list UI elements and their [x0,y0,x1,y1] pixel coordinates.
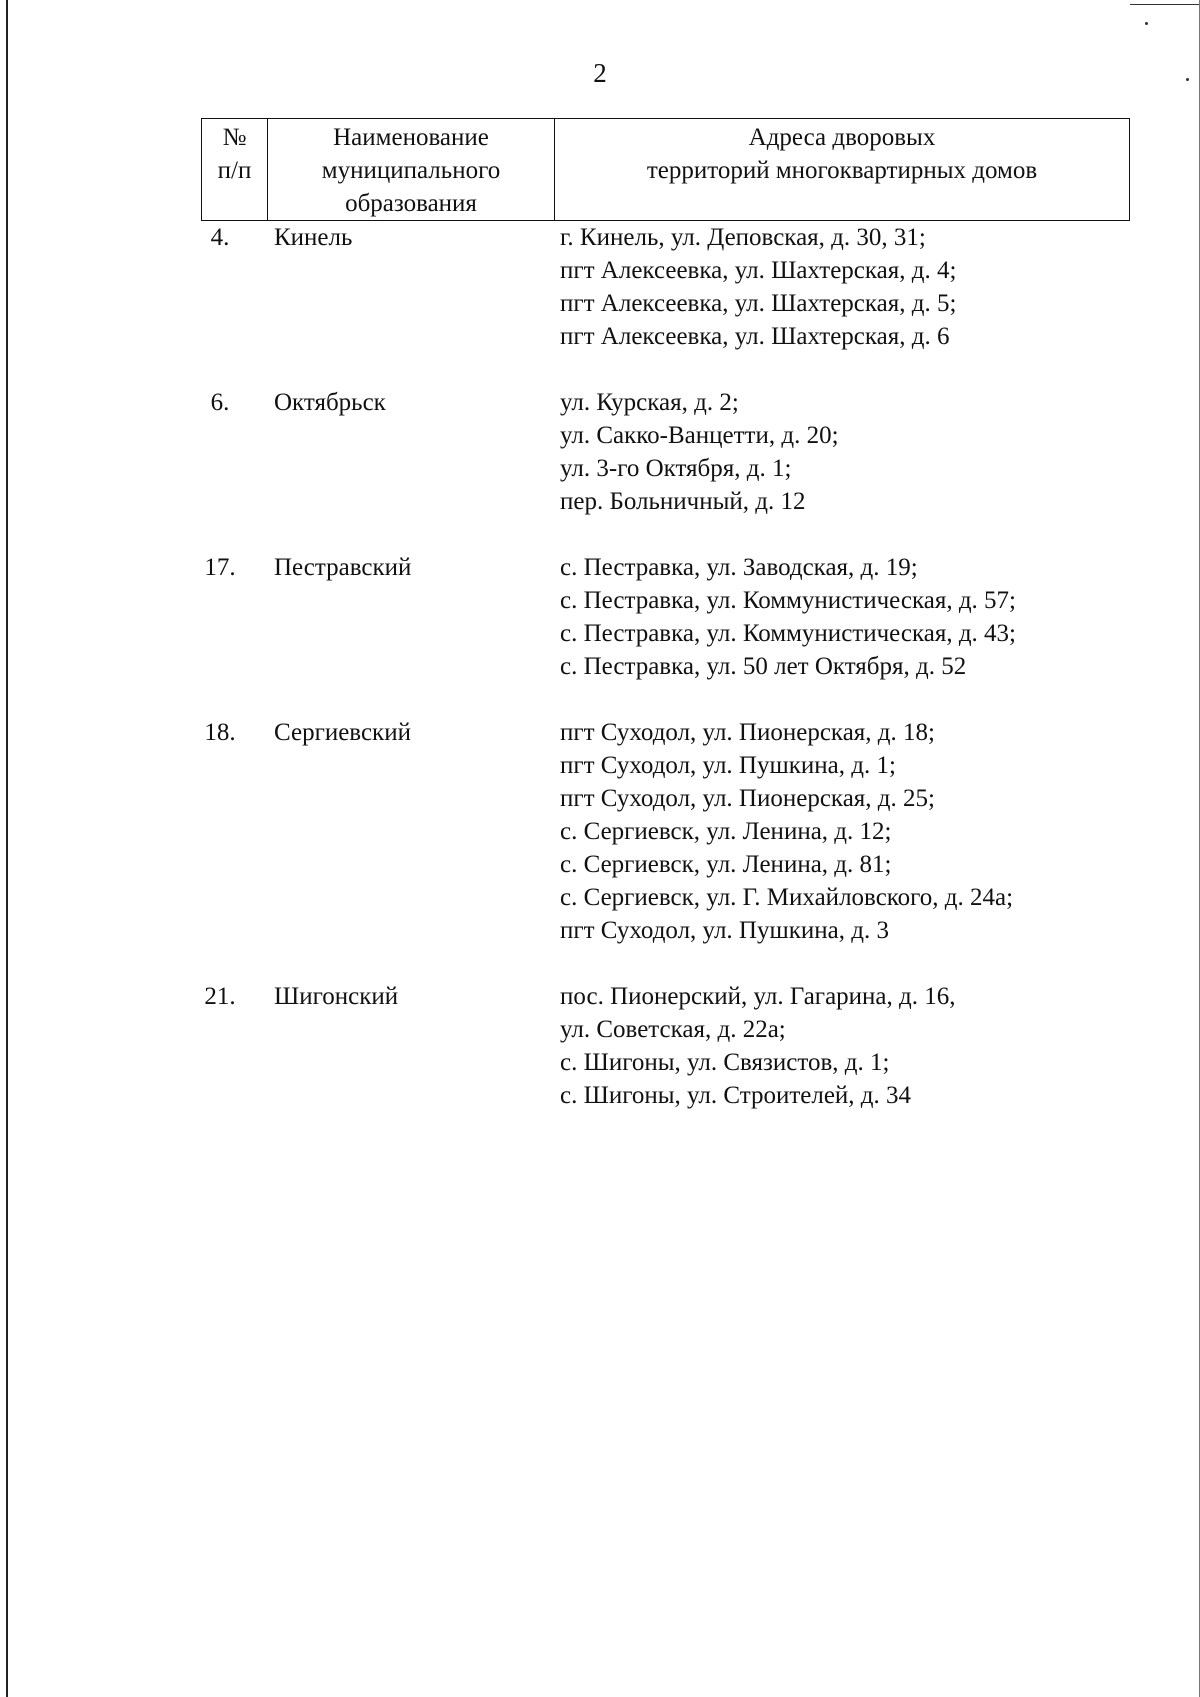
header-text: № [222,124,247,151]
header-text: образования [345,190,477,217]
table-row [0,386,1200,518]
row-number: 6. [210,389,230,416]
address-line: г. Кинель, ул. Деповская, д. 30, 31; [560,224,926,251]
municipality-name: Сергиевский [274,719,411,746]
scan-border-top [1130,4,1200,5]
address-list [560,221,956,353]
address-list [560,980,955,1112]
municipality-name: Октябрьск [274,389,386,416]
municipality-name: Кинель [274,224,353,251]
header-text: Наименование [333,124,489,151]
address-line: с. Пестравка, ул. Коммунистическая, д. 57; [560,587,1017,614]
address-line: пгт Алексеевка, ул. Шахтерская, д. 6 [560,323,950,350]
address-line: с. Пестравка, ул. Заводская, д. 19; [560,554,918,581]
scan-speck [1145,22,1148,25]
row-number: 18. [204,719,236,746]
table-row [0,221,1200,353]
address-line: ул. 3-го Октября, д. 1; [560,455,792,482]
header-text: муниципального [321,157,501,184]
header-number-column [202,119,268,220]
address-line: пер. Больничный, д. 12 [560,488,806,515]
address-line: с. Пестравка, ул. 50 лет Октября, д. 52 [560,653,967,680]
address-list [560,386,839,518]
address-line: с. Сергиевск, ул. Ленина, д. 12; [560,818,892,845]
address-line: пос. Пионерский, ул. Гагарина, д. 16, [560,983,956,1010]
address-line: ул. Курская, д. 2; [560,389,739,416]
header-text: Адреса дворовых [748,124,936,151]
address-line: с. Шигоны, ул. Строителей, д. 34 [560,1082,912,1109]
address-line: пгт Алексеевка, ул. Шахтерская, д. 4; [560,257,957,284]
header-text: территорий многоквартирных домов [646,157,1038,184]
address-list [560,551,1016,683]
address-line: пгт Суходол, ул. Пионерская, д. 25; [560,785,935,812]
address-line: с. Пестравка, ул. Коммунистическая, д. 43; [560,620,1017,647]
address-line: с. Сергиевск, ул. Г. Михайловского, д. 24а; [560,884,1014,911]
page-number: 2 [593,58,607,88]
row-number: 17. [204,554,236,581]
header-text: п/п [217,157,252,184]
address-line: пгт Алексеевка, ул. Шахтерская, д. 5; [560,290,957,317]
municipality-name: Шигонский [274,983,399,1010]
table-body [0,221,1200,1112]
address-line: ул. Сакко-Ванцетти, д. 20; [560,422,839,449]
address-list [560,716,1013,947]
address-line: пгт Суходол, ул. Пушкина, д. 1; [560,752,896,779]
address-line: с. Шигоны, ул. Связистов, д. 1; [560,1049,890,1076]
row-number: 21. [204,983,236,1010]
row-number: 4. [210,224,230,251]
municipality-name: Пестравский [274,554,412,581]
header-municipality-column [268,119,555,220]
address-line: пгт Суходол, ул. Пионерская, д. 18; [560,719,935,746]
table-row [0,980,1200,1112]
address-line: пгт Суходол, ул. Пушкина, д. 3 [560,917,889,944]
address-line: ул. Советская, д. 22а; [560,1016,786,1043]
table-row [0,551,1200,683]
table-row [0,716,1200,947]
header-addresses-column [555,119,1129,220]
address-line: с. Сергиевск, ул. Ленина, д. 81; [560,851,892,878]
table-header [201,118,1130,221]
